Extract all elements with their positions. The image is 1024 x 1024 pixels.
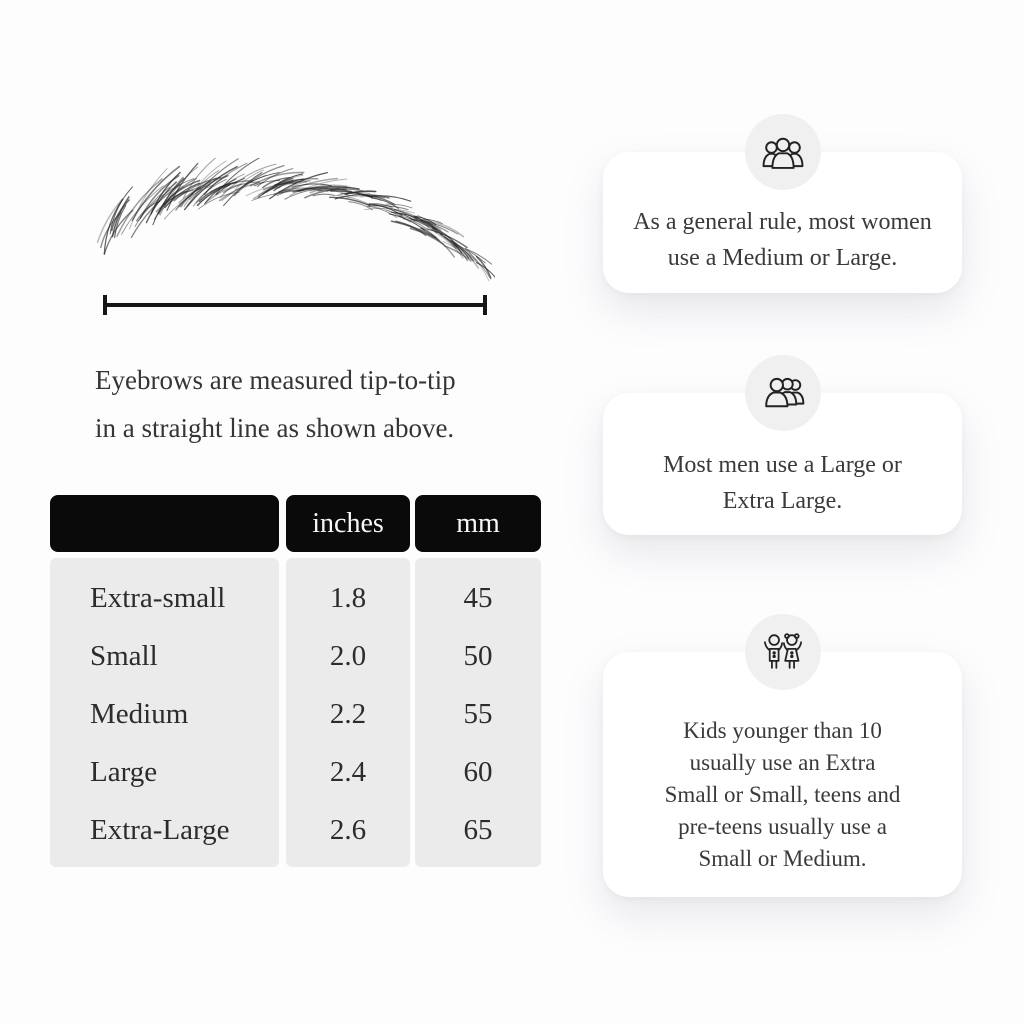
measurement-line: [103, 303, 487, 307]
size-table-header-inches: inches: [286, 495, 410, 552]
mm-value: 65: [463, 813, 493, 846]
inches-value: 2.0: [329, 639, 367, 672]
size-label: Medium: [90, 697, 189, 730]
caption-line: in a straight line as shown above.: [95, 413, 455, 443]
size-label: Extra-small: [90, 581, 226, 614]
tip-text-line: Small or Small, teens and: [664, 781, 901, 807]
mm-value: 45: [463, 581, 493, 614]
inches-value: 2.4: [329, 755, 367, 788]
eyebrow-illustration: [85, 158, 495, 282]
kids-icon: [760, 631, 806, 673]
measurement-tick-left: [103, 295, 107, 315]
icon-badge: [745, 614, 821, 690]
tip-card-women: [603, 152, 962, 293]
inches-value: 2.2: [329, 697, 367, 730]
size-label: Extra-Large: [90, 813, 230, 846]
tip-text-line: Extra Large.: [722, 488, 843, 514]
tip-text-line: pre-teens usually use a: [678, 813, 887, 839]
tip-text: [633, 204, 932, 276]
size-label: Small: [90, 639, 158, 672]
inches-column: [286, 558, 410, 867]
tip-text-line: As a general rule, most women: [633, 208, 932, 235]
icon-badge: [745, 114, 821, 190]
size-label: Large: [90, 755, 158, 788]
tip-text-line: usually use an Extra: [689, 749, 876, 775]
size-table: [50, 495, 541, 867]
tip-text: [663, 447, 902, 519]
tip-text-line: use a Medium or Large.: [667, 244, 898, 271]
measurement-tick-right: [483, 295, 487, 315]
tip-text: [665, 715, 901, 875]
tip-card-men: [603, 393, 962, 535]
tip-card-kids: [603, 652, 962, 897]
tip-text-line: Most men use a Large or: [663, 452, 902, 478]
measurement-caption: [95, 356, 525, 452]
mm-column: [415, 558, 541, 867]
icon-badge: [745, 355, 821, 431]
size-table-header-blank: [50, 495, 279, 552]
tip-text-line: Small or Medium.: [698, 845, 867, 871]
inches-value: 2.6: [329, 813, 367, 846]
inches-value: 1.8: [329, 581, 367, 614]
mm-value: 60: [463, 755, 493, 788]
mm-value: 55: [463, 697, 493, 730]
women-group-icon: [760, 133, 806, 171]
tip-text-line: Kids younger than 10: [683, 717, 882, 743]
size-label-column: [50, 558, 279, 867]
mm-value: 50: [463, 639, 493, 672]
caption-line: Eyebrows are measured tip-to-tip: [95, 365, 456, 395]
size-table-header-mm: mm: [415, 495, 541, 552]
men-group-icon: [760, 374, 806, 412]
